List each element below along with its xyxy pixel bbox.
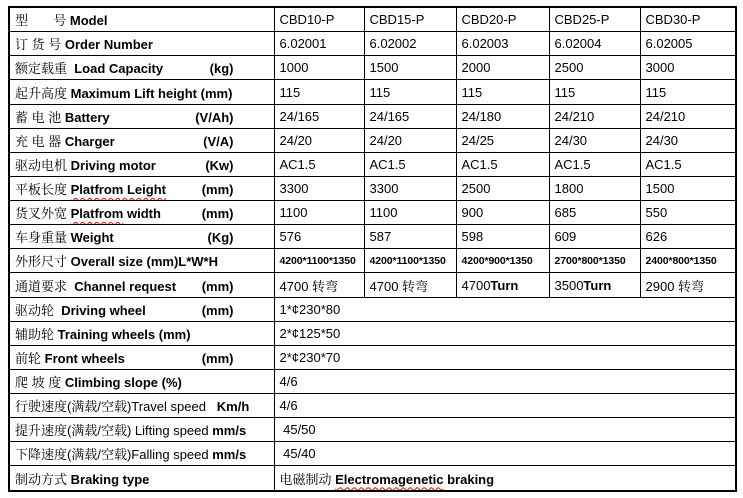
weight-unit: (Kg)	[207, 230, 234, 246]
order-number-label-part: 订 货 号	[15, 37, 65, 53]
weight-value-5: 626	[640, 225, 736, 249]
platform-width-label-part: Platfrom	[70, 206, 124, 222]
braking-type-value	[274, 466, 736, 491]
battery-label-part: Battery	[64, 109, 110, 125]
platform-length-value-1: 3300	[274, 176, 364, 200]
row-driving-wheel	[9, 297, 736, 321]
row-front-wheels	[9, 345, 736, 369]
front-wheels-value: 2*¢230*70	[274, 345, 736, 369]
falling-speed-label-part: mm/s	[212, 447, 247, 463]
travel-speed-label-part: 行驶速度(满载/空载)	[15, 399, 132, 415]
channel-request-unit: (mm)	[201, 278, 234, 294]
overall-size-value-1: 4200*1100*1350	[274, 249, 364, 273]
braking-type-label-part: Braking type	[70, 471, 150, 487]
platform-length-label	[9, 176, 274, 200]
row-model	[9, 7, 736, 32]
platform-length-unit: (mm)	[201, 182, 234, 198]
channel-request-label-part: Channel request	[74, 278, 177, 294]
model-label	[9, 7, 274, 32]
charger-label-part: 充 电 器	[15, 133, 65, 149]
platform-width-value-5: 550	[640, 201, 736, 225]
spec-table-body	[9, 7, 736, 491]
driving-wheel-label-part: Driving wheel	[61, 302, 146, 318]
weight-value-1: 576	[274, 225, 364, 249]
model-value-3: CBD20-P	[456, 7, 549, 32]
max-lift-height-label-part: Maximum Lift height (mm)	[70, 85, 233, 101]
max-lift-height-label-part: 起升高度	[15, 85, 71, 101]
braking-type-label-part: 制动方式	[15, 471, 71, 487]
row-charger	[9, 128, 736, 152]
weight-label-part: Weight	[70, 230, 114, 246]
front-wheels-label	[9, 345, 274, 369]
row-falling-speed	[9, 442, 736, 466]
travel-speed-value: 4/6	[274, 394, 736, 418]
overall-size-label	[9, 249, 274, 273]
channel-request-label-part: 通道要求	[15, 278, 75, 294]
battery-value-4: 24/210	[549, 104, 640, 128]
battery-value-2: 24/165	[364, 104, 456, 128]
driving-motor-value-5: AC1.5	[640, 152, 736, 176]
falling-speed-value: 45/40	[274, 442, 736, 466]
order-number-value-3: 6.02003	[456, 32, 549, 56]
platform-width-value-2: 1100	[364, 201, 456, 225]
front-wheels-unit: (mm)	[201, 350, 234, 366]
falling-speed-label	[9, 442, 274, 466]
row-max-lift-height	[9, 80, 736, 104]
climbing-slope-label-part: Climbing slope (%)	[64, 375, 182, 391]
row-battery	[9, 104, 736, 128]
load-capacity-value-4: 2500	[549, 56, 640, 80]
overall-size-label-part: 外形尺寸	[15, 254, 71, 270]
platform-width-label	[9, 201, 274, 225]
spec-table	[8, 6, 737, 492]
climbing-slope-label-part: 爬 坡 度	[15, 375, 65, 391]
driving-motor-label	[9, 152, 274, 176]
lifting-speed-value: 45/50	[274, 418, 736, 442]
row-braking-type	[9, 466, 736, 491]
channel-request-value-1: 4700 转弯	[274, 273, 364, 297]
lifting-speed-label	[9, 418, 274, 442]
value-segment: 4700	[461, 277, 491, 293]
load-capacity-label-part: Load Capacity	[74, 61, 164, 77]
battery-unit: (V/Ah)	[195, 109, 234, 125]
driving-wheel-value: 1*¢230*80	[274, 297, 736, 321]
channel-request-value-3	[456, 273, 549, 297]
charger-label-part: Charger	[64, 133, 115, 149]
charger-value-4: 24/30	[549, 128, 640, 152]
row-overall-size	[9, 249, 736, 273]
platform-width-label-part: 货叉外宽	[15, 206, 71, 222]
order-number-value-2: 6.02002	[364, 32, 456, 56]
battery-value-5: 24/210	[640, 104, 736, 128]
model-value-2: CBD15-P	[364, 7, 456, 32]
driving-motor-label-part: Driving motor	[70, 157, 156, 173]
charger-value-1: 24/20	[274, 128, 364, 152]
value-segment: braking	[443, 471, 495, 487]
value-segment: Electromagenetic	[335, 471, 444, 487]
platform-width-value-1: 1100	[274, 201, 364, 225]
order-number-value-4: 6.02004	[549, 32, 640, 56]
weight-value-3: 598	[456, 225, 549, 249]
platform-length-label-part: Platfrom Leight	[70, 182, 166, 198]
max-lift-height-value-5: 115	[640, 80, 736, 104]
driving-motor-value-4: AC1.5	[549, 152, 640, 176]
max-lift-height-value-3: 115	[456, 80, 549, 104]
order-number-value-5: 6.02005	[640, 32, 736, 56]
value-segment: Turn	[490, 277, 519, 293]
row-lifting-speed	[9, 418, 736, 442]
platform-length-value-5: 1500	[640, 176, 736, 200]
row-load-capacity	[9, 56, 736, 80]
load-capacity-unit: (kg)	[209, 61, 234, 77]
max-lift-height-value-4: 115	[549, 80, 640, 104]
falling-speed-label-part: Falling speed	[131, 447, 213, 463]
row-platform-width	[9, 201, 736, 225]
channel-request-value-2: 4700 转弯	[364, 273, 456, 297]
charger-unit: (V/A)	[203, 133, 234, 149]
platform-length-value-4: 1800	[549, 176, 640, 200]
charger-label	[9, 128, 274, 152]
row-training-wheels	[9, 321, 736, 345]
travel-speed-label-part: Travel speed	[131, 399, 206, 415]
row-climbing-slope	[9, 369, 736, 393]
model-value-4: CBD25-P	[549, 7, 640, 32]
battery-label-part: 蓄 电 池	[15, 109, 65, 125]
overall-size-value-3: 4200*900*1350	[456, 249, 549, 273]
row-channel-request	[9, 273, 736, 297]
platform-length-value-2: 3300	[364, 176, 456, 200]
training-wheels-label-part: 辅助轮	[15, 326, 58, 342]
charger-value-2: 24/20	[364, 128, 456, 152]
channel-request-value-4	[549, 273, 640, 297]
value-segment: 3500	[554, 277, 584, 293]
battery-value-1: 24/165	[274, 104, 364, 128]
model-value-1: CBD10-P	[274, 7, 364, 32]
row-travel-speed	[9, 394, 736, 418]
battery-value-3: 24/180	[456, 104, 549, 128]
load-capacity-value-3: 2000	[456, 56, 549, 80]
charger-value-3: 24/25	[456, 128, 549, 152]
model-label-part: 型 号	[15, 13, 70, 29]
travel-speed-label-part: Km/h	[205, 399, 250, 415]
training-wheels-label-part: Training wheels (mm)	[57, 326, 191, 342]
platform-width-value-4: 685	[549, 201, 640, 225]
load-capacity-label	[9, 56, 274, 80]
load-capacity-value-5: 3000	[640, 56, 736, 80]
channel-request-value-5: 2900 转弯	[640, 273, 736, 297]
channel-request-label	[9, 273, 274, 297]
charger-value-5: 24/30	[640, 128, 736, 152]
training-wheels-value: 2*¢125*50	[274, 321, 736, 345]
max-lift-height-value-1: 115	[274, 80, 364, 104]
training-wheels-label	[9, 321, 274, 345]
overall-size-value-4: 2700*800*1350	[549, 249, 640, 273]
max-lift-height-value-2: 115	[364, 80, 456, 104]
falling-speed-label-part: 下降速度(满载/空载)	[15, 447, 132, 463]
max-lift-height-label	[9, 80, 274, 104]
driving-motor-label-part: 驱动电机	[15, 157, 71, 173]
climbing-slope-label	[9, 369, 274, 393]
weight-value-4: 609	[549, 225, 640, 249]
lifting-speed-label-part: 提升速度(满载/空载)	[15, 423, 135, 439]
value-segment: 电磁制动	[279, 471, 336, 487]
driving-motor-unit: (Kw)	[205, 157, 234, 173]
model-label-part: Model	[69, 13, 108, 29]
driving-wheel-label-part: 驱动轮	[15, 302, 62, 318]
driving-wheel-unit: (mm)	[201, 302, 234, 318]
load-capacity-value-2: 1500	[364, 56, 456, 80]
overall-size-value-5: 2400*800*1350	[640, 249, 736, 273]
value-segment: Turn	[583, 277, 612, 293]
order-number-value-1: 6.02001	[274, 32, 364, 56]
platform-width-label-part: width	[123, 206, 161, 222]
driving-motor-value-2: AC1.5	[364, 152, 456, 176]
overall-size-label-part: Overall size (mm)L*W*H	[70, 254, 218, 270]
driving-wheel-label	[9, 297, 274, 321]
row-order-number	[9, 32, 736, 56]
platform-width-unit: (mm)	[201, 206, 234, 222]
lifting-speed-label-part: mm/s	[212, 423, 247, 439]
load-capacity-label-part: 额定载重	[15, 61, 75, 77]
braking-type-label	[9, 466, 274, 491]
platform-length-value-3: 2500	[456, 176, 549, 200]
weight-value-2: 587	[364, 225, 456, 249]
order-number-label	[9, 32, 274, 56]
model-value-5: CBD30-P	[640, 7, 736, 32]
travel-speed-label	[9, 394, 274, 418]
row-weight	[9, 225, 736, 249]
lifting-speed-label-part: Lifting speed	[134, 423, 213, 439]
row-platform-length	[9, 176, 736, 200]
weight-label-part: 车身重量	[15, 230, 71, 246]
driving-motor-value-1: AC1.5	[274, 152, 364, 176]
load-capacity-value-1: 1000	[274, 56, 364, 80]
row-driving-motor	[9, 152, 736, 176]
front-wheels-label-part: Front wheels	[44, 350, 125, 366]
driving-motor-value-3: AC1.5	[456, 152, 549, 176]
platform-length-label-part: 平板长度	[15, 182, 71, 198]
climbing-slope-value: 4/6	[274, 369, 736, 393]
battery-label	[9, 104, 274, 128]
overall-size-value-2: 4200*1100*1350	[364, 249, 456, 273]
weight-label	[9, 225, 274, 249]
platform-width-value-3: 900	[456, 201, 549, 225]
front-wheels-label-part: 前轮	[15, 350, 45, 366]
order-number-label-part: Order Number	[64, 37, 153, 53]
